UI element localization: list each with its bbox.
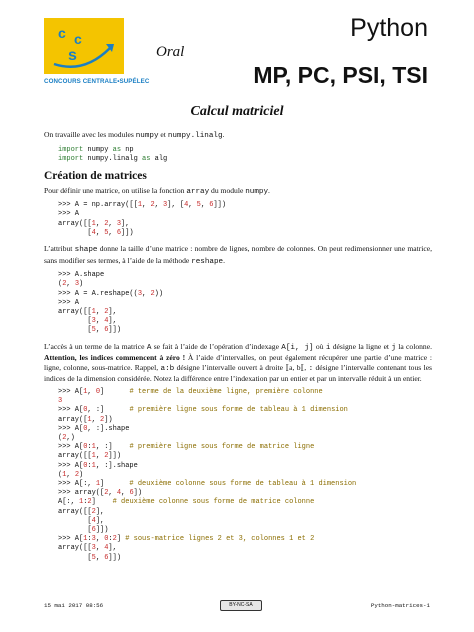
document-title: Calcul matriciel [190, 104, 284, 119]
exam-type: Oral [156, 44, 185, 60]
concours-logo [44, 18, 150, 92]
subject-title: Python [350, 14, 428, 42]
shape-code-block: >>> A.shape (2, 3) >>> A = A.reshape((3, 2)) >>> A array([[1, 2], [3, 4], [5, 6]]) [58, 271, 164, 335]
import-code-block: import numpy as np import numpy.linalg as alg [58, 145, 168, 163]
cc-license-badge [220, 600, 262, 611]
logo-emblem [44, 18, 124, 74]
page-footer [44, 600, 430, 612]
array-code-block: >>> A = np.array([[1, 2, 3], [4, 5, 6]]) >>> A array([[1, 2, 3], [4, 5, 6]]) [58, 201, 227, 237]
logo-caption: CONCOURS CENTRALE•SUPÉLEC [44, 78, 150, 85]
logo-ccs-icon [44, 18, 124, 74]
svg-text:c: c [74, 31, 82, 47]
footer-date: 15 mai 2017 08:56 [44, 602, 104, 609]
array-paragraph: Pour définir une matrice, on utilise la fonction array du module numpy. [44, 185, 270, 196]
document-body [44, 130, 432, 569]
indexing-code-block: >>> A[1, 0] # terme de la deuxième ligne, première colonne 3 >>> A[0, :] # première ligne sous forme de tableau à 1 dimension array([1, 2]) >>> A[0, :].shape (2,) >>> A[0:1, :] # première ligne sous forme de matrice ligne array([[1, 2]]) >>> A[0:1, :].shape (1, 2) >>> A[:, 1] # deuxième colonne sous forme de tableau à 1 dimension >>> array([2, 4, 6]) A[:, 1:2] # deuxième colonne sous forme de matrice colonne array([[2], [4], [6]]) >>> A[1:3, 0:2] # sous-matrice lignes 2 et 3, colonnes 1 et 2 array([[3, 4], [5, 6]]) [58, 387, 357, 562]
svg-text:c: c [58, 25, 66, 41]
cc-license-text: BY-NC-SA [229, 602, 253, 608]
footer-page-label: Python-matrices-1 [370, 602, 430, 609]
shape-paragraph: L’attribut shape donne la taille d’une matrice : nombre de lignes, nombre de colonnes. On peut redimensionner une matrice, sans modifier ses termes, à l’aide de la méthode reshape. [44, 244, 432, 266]
section-heading: Création de matrices [44, 170, 147, 182]
indexing-paragraph: L’accès à un terme de la matrice A se fait à l’aide de l’opération d’indexage A[i, j] où i désigne la ligne et j la colonne. Attention, les indices commencent à zéro ! À l’aide d’intervalles, on peut également récupérer une partie d’une matrice : ligne, colonne, sous-matrice. Rappel, a:b désigne l’intervalle ouvert à droite ⟦a, b⟦, : désigne l’intervalle contenant tous les indices de la dimension considérée. Notez la différence entre l’indexation par un entier et par un intervalle réduit à un entier. [44, 341, 433, 384]
intro-paragraph: On travaille avec les modules numpy et numpy.linalg. [44, 130, 225, 140]
class-list: MP, PC, PSI, TSI [253, 62, 428, 88]
svg-text:s: s [68, 47, 77, 64]
